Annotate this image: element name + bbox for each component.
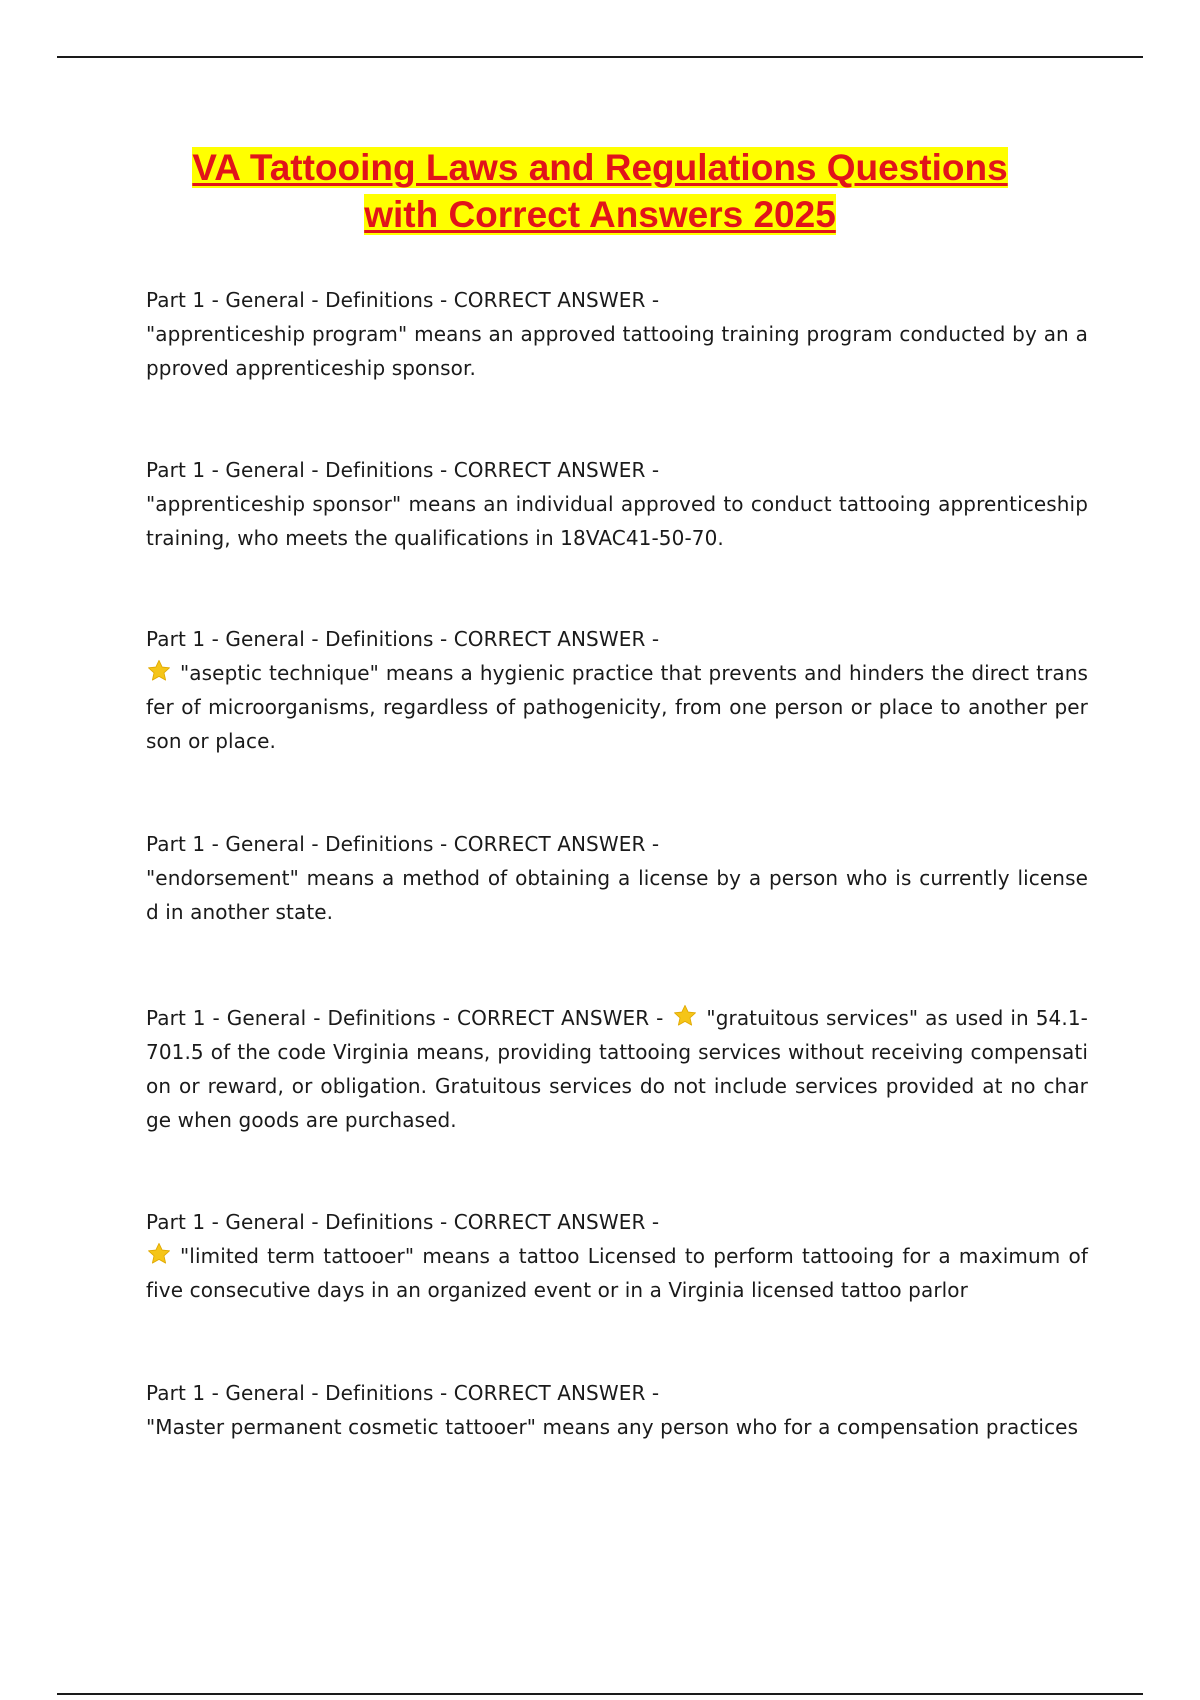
document-title (100, 144, 1100, 238)
top-rule (57, 56, 1143, 58)
question-label: Part 1 - General - Definitions - CORRECT ANSWER - (146, 1210, 660, 1234)
star-icon (146, 1241, 172, 1267)
qa-entry (146, 453, 1088, 555)
title-line-1: VA Tattooing Laws and Regulations Questions (192, 147, 1008, 188)
answer-text: "Master permanent cosmetic tattooer" means any person who for a compensation practices (146, 1415, 1079, 1439)
bottom-rule (57, 1693, 1143, 1695)
question-label: Part 1 - General - Definitions - CORRECT ANSWER - (146, 1381, 660, 1405)
qa-entry (146, 1205, 1088, 1307)
question-label: Part 1 - General - Definitions - CORRECT ANSWER - (146, 288, 660, 312)
qa-entry (146, 827, 1088, 929)
answer-text: "aseptic technique" means a hygienic practice that prevents and hinders the direct trans fer of microorganisms, regardless of pathogenicity, from one person or place to another per son or place. (146, 661, 1088, 753)
qa-entry (146, 1001, 1088, 1137)
qa-entry (146, 622, 1088, 758)
star-icon (146, 658, 172, 684)
question-label: Part 1 - General - Definitions - CORRECT ANSWER - (146, 1006, 664, 1030)
star-icon (672, 1003, 698, 1029)
question-label: Part 1 - General - Definitions - CORRECT ANSWER - (146, 627, 660, 651)
question-label: Part 1 - General - Definitions - CORRECT ANSWER - (146, 832, 660, 856)
answer-text: "apprenticeship program" means an approved tattooing training program conducted by an a pproved apprenticeship sponsor. (146, 322, 1088, 380)
answer-text: "limited term tattooer" means a tattoo Licensed to perform tattooing for a maximum of five consecutive days in an organized event or in a Virginia licensed tattoo parlor (146, 1244, 1088, 1302)
question-label: Part 1 - General - Definitions - CORRECT ANSWER - (146, 458, 660, 482)
qa-entry (146, 283, 1088, 385)
title-line-2: with Correct Answers 2025 (364, 194, 836, 235)
qa-entry (146, 1376, 1088, 1444)
answer-text: "gratuitous services" as used in 54.1-701.5 of the code Virginia means, providing tattooing services without receiving compensati on or reward, or obligation. Gratuitous services do not include services provided at no char ge when goods are purchased. (146, 1006, 1088, 1132)
answer-text: "apprenticeship sponsor" means an individual approved to conduct tattooing apprenticeship training, who meets the qualifications in 18VAC41-50-70. (146, 492, 1088, 550)
answer-text: "endorsement" means a method of obtaining a license by a person who is currently license d in another state. (146, 866, 1088, 924)
